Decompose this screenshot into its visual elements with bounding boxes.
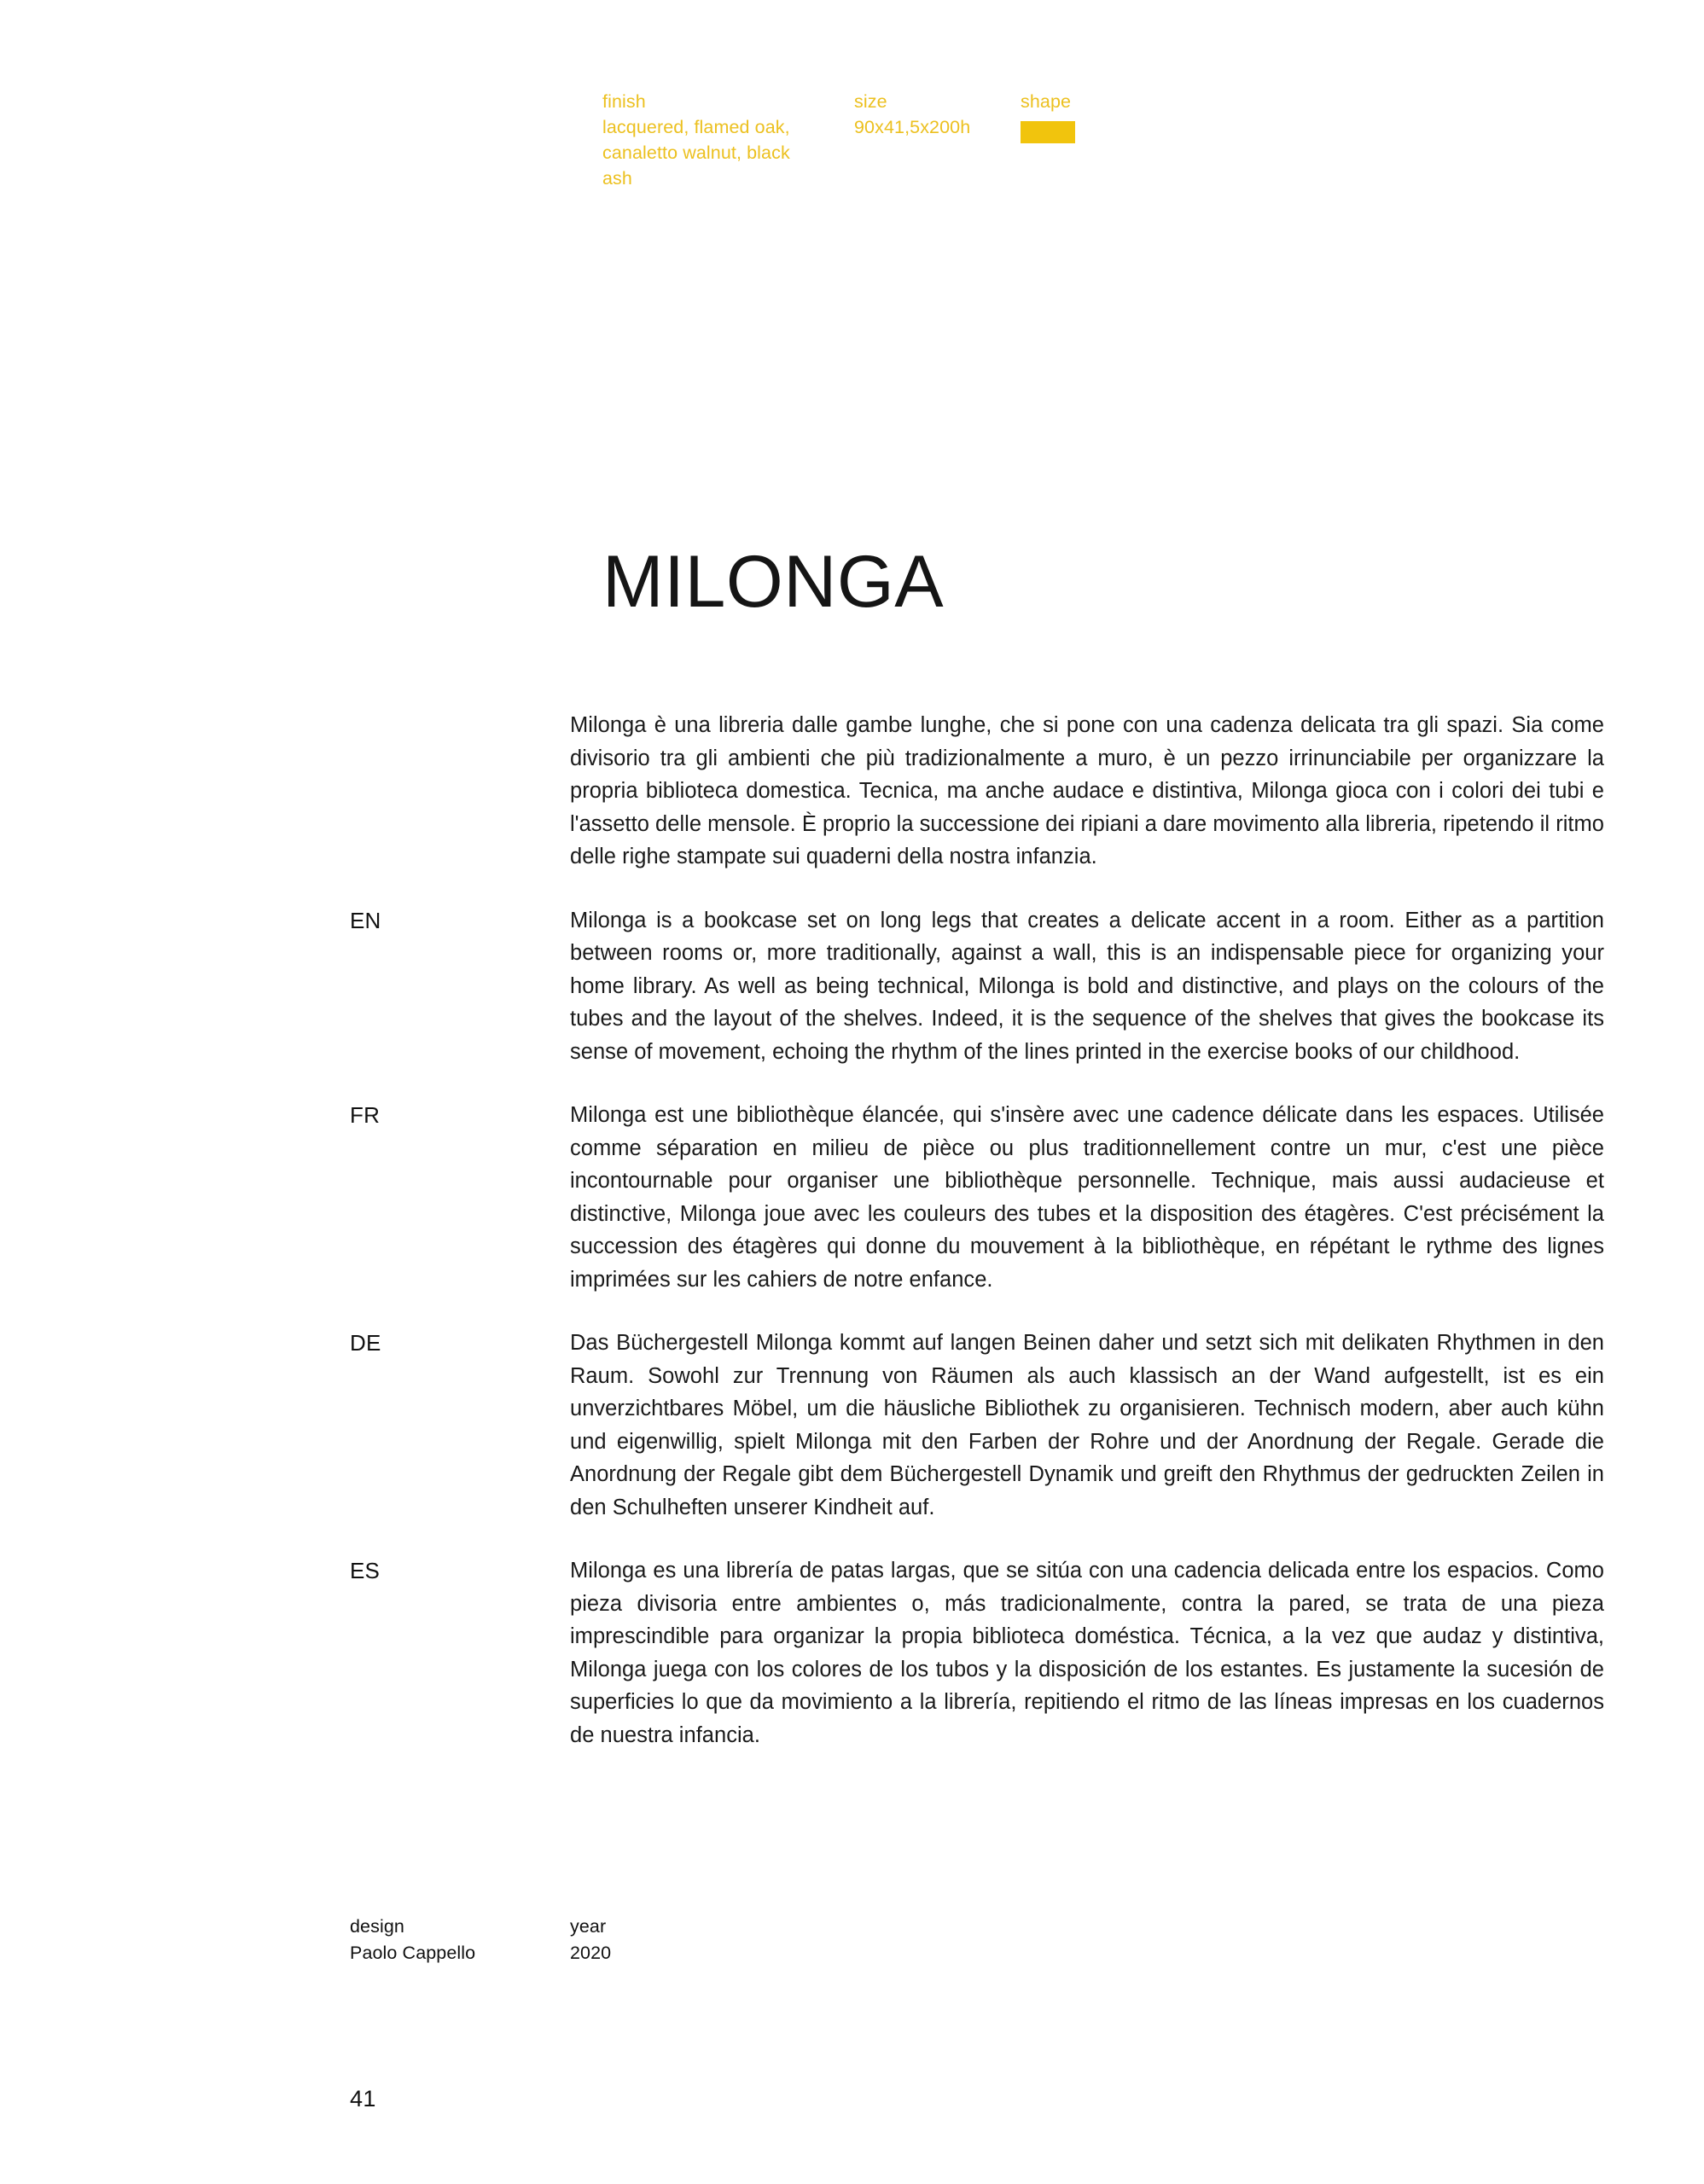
description-block-de [0, 1327, 1704, 1524]
description-list [0, 709, 1704, 1782]
page-number: 41 [350, 2086, 376, 2111]
spec-shape [1021, 89, 1174, 143]
description-block-es [0, 1554, 1704, 1751]
shape-swatch-icon [1021, 121, 1075, 143]
year-label: year [570, 1916, 607, 1937]
design-value: Paolo Cappello [350, 1943, 476, 1963]
year-value: 2020 [570, 1943, 612, 1963]
spec-size-label: size [854, 91, 887, 112]
design-label: design [350, 1916, 404, 1937]
description-text-es: Milonga es una librería de patas largas, que se sitúa con una cadencia delicada entre los espacios. Como pieza divisoria entre ambientes o, más tradicionalmente, contra la pared, se trata de una pieza imprescindible para organizar la propia biblioteca doméstica. Técnica, a la vez que audaz y distintiva, Milonga juega con los colores de los tubos y la disposición de los estantes. Es justamente la sucesión de superficies lo que da movimiento a la librería, repitiendo el ritmo de las líneas impresas en los cuadernos de nuestra infancia. [570, 1559, 1604, 1747]
spec-shape-label: shape [1021, 91, 1072, 112]
spec-size [854, 89, 1021, 140]
credits-design [350, 1914, 570, 1966]
description-block-it [0, 709, 1704, 874]
lang-label-en: EN [350, 907, 381, 933]
credits-block [350, 1914, 790, 1966]
description-text-de: Das Büchergestell Milonga kommt auf langen Beinen daher und setzt sich mit delikaten Rhythmen in den Raum. Sowohl zur Trennung von Räumen als auch klassisch an der Wand aufgestellt, ist es ein unverzichtbares Möbel, um die häusliche Bibliothek zu organisieren. Technisch modern, aber auch kühn und eigenwillig, spielt Milonga mit den Farben der Rohre und der Anordnung der Regale. Gerade die Anordnung der Regale gibt dem Büchergestell Dynamik und greift den Rhythmus der gedruckten Zeilen in den Schulheften unserer Kindheit auf. [570, 1331, 1604, 1519]
spec-finish-value: lacquered, flamed oak, canaletto walnut, black ash [602, 117, 790, 189]
spec-finish-label: finish [602, 91, 646, 112]
description-block-en [0, 904, 1704, 1069]
credits-year [570, 1914, 790, 1966]
spec-size-value: 90x41,5x200h [854, 117, 971, 137]
product-specs [602, 89, 1609, 191]
description-text-it: Milonga è una libreria dalle gambe lunghe, che si pone con una cadenza delicata tra gli spazi. Sia come divisorio tra gli ambienti che più tradizionalmente a muro, è un pezzo irrinunciabile per organizzare la propria biblioteca domestica. Tecnica, ma anche audace e distintiva, Milonga gioca con i colori dei tubi e l'assetto delle mensole. È proprio la successione dei ripiani a dare movimento alla libreria, ripetendo il ritmo delle righe stampate sui quaderni della nostra infanzia. [570, 713, 1604, 868]
lang-label-de: DE [350, 1330, 381, 1356]
description-text-en: Milonga is a bookcase set on long legs that creates a delicate accent in a room. Either as a partition between rooms or, more traditionally, against a wall, this is an indispensable piece for organizing your home library. As well as being technical, Milonga is bold and distinctive, and plays on the colours of the tubes and the layout of the shelves. Indeed, it is the sequence of the shelves that gives the bookcase its sense of movement, echoing the rhythm of the lines printed in the exercise books of our childhood. [570, 908, 1604, 1064]
spec-finish [602, 89, 854, 191]
lang-label-fr: FR [350, 1102, 381, 1128]
description-block-fr [0, 1099, 1704, 1296]
lang-label-es: ES [350, 1558, 381, 1583]
description-text-fr: Milonga est une bibliothèque élancée, qui s'insère avec une cadence délicate dans les espaces. Utilisée comme séparation en milieu de pièce ou plus traditionnellement contre un mur, c'est une pièce incontournable pour organiser une bibliothèque personnelle. Technique, mais aussi audacieuse et distinctive, Milonga joue avec les couleurs des tubes et la disposition des étagères. C'est précisément la succession des étagères qui donne du mouvement à la bibliothèque, en répétant le rythme des lignes imprimées sur les cahiers de notre enfance. [570, 1103, 1604, 1292]
page-title: MILONGA [602, 540, 945, 623]
